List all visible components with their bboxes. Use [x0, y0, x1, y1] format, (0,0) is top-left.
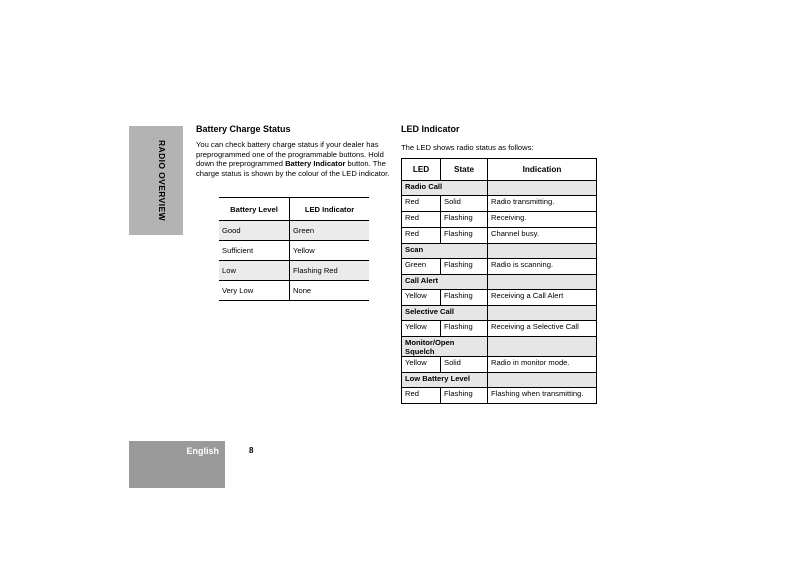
table-row [402, 259, 597, 275]
state-cell: Flashing [441, 259, 488, 275]
battery-table [219, 197, 369, 301]
led-indicator-cell: Green [290, 221, 370, 241]
indication-cell: Channel busy. [488, 228, 597, 244]
battery-description [196, 140, 392, 178]
battery-description-part2: button. The charge status is shown by the colour of the LED indicator. [196, 159, 390, 178]
battery-level-cell: Sufficient [219, 241, 290, 261]
state-cell: Flashing [441, 212, 488, 228]
led-cell: Yellow [402, 321, 441, 337]
led-cell: Red [402, 228, 441, 244]
led-table [401, 158, 597, 404]
group-filler [488, 337, 597, 357]
table-row [402, 321, 597, 337]
side-tab [129, 126, 183, 235]
indication-cell: Radio in monitor mode. [488, 357, 597, 373]
col-led-indicator: LED Indicator [290, 198, 370, 221]
table-row [402, 357, 597, 373]
indication-cell: Radio is scanning. [488, 259, 597, 275]
table-row [402, 212, 597, 228]
group-row-low-battery [402, 373, 597, 388]
table-row [219, 281, 369, 301]
col-indication: Indication [488, 159, 597, 181]
led-indicator-cell: Flashing Red [290, 261, 370, 281]
col-state: State [441, 159, 488, 181]
battery-heading: Battery Charge Status [196, 124, 291, 134]
led-indicator-cell: Yellow [290, 241, 370, 261]
group-label: Call Alert [402, 275, 488, 290]
table-row [402, 196, 597, 212]
group-row-call-alert [402, 275, 597, 290]
table-row [402, 290, 597, 306]
group-filler [488, 181, 597, 196]
led-intro: The LED shows radio status as follows: [401, 143, 534, 152]
led-table-header [402, 159, 597, 181]
led-cell: Red [402, 196, 441, 212]
battery-level-cell: Low [219, 261, 290, 281]
group-label: Selective Call [402, 306, 488, 321]
language-label: English [186, 446, 219, 456]
led-cell: Yellow [402, 357, 441, 373]
col-led: LED [402, 159, 441, 181]
battery-level-cell: Good [219, 221, 290, 241]
indication-cell: Receiving a Call Alert [488, 290, 597, 306]
group-filler [488, 306, 597, 321]
battery-level-cell: Very Low [219, 281, 290, 301]
indication-cell: Flashing when transmitting. [488, 388, 597, 404]
indication-cell: Receiving. [488, 212, 597, 228]
group-row-selective-call [402, 306, 597, 321]
state-cell: Solid [441, 196, 488, 212]
page-number: 8 [249, 446, 254, 455]
state-cell: Flashing [441, 388, 488, 404]
group-row-radio-call [402, 181, 597, 196]
group-row-scan [402, 244, 597, 259]
battery-indicator-term: Battery Indicator [285, 159, 346, 169]
group-filler [488, 373, 597, 388]
table-row [402, 388, 597, 404]
led-heading: LED Indicator [401, 124, 460, 134]
group-filler [488, 275, 597, 290]
group-filler [488, 244, 597, 259]
led-indicator-cell: None [290, 281, 370, 301]
col-battery-level: Battery Level [219, 198, 290, 221]
led-cell: Red [402, 212, 441, 228]
indication-cell: Receiving a Selective Call [488, 321, 597, 337]
table-row [219, 261, 369, 281]
battery-table-header [219, 198, 369, 221]
state-cell: Flashing [441, 290, 488, 306]
state-cell: Solid [441, 357, 488, 373]
group-row-monitor [402, 337, 597, 357]
led-cell: Red [402, 388, 441, 404]
group-label: Scan [402, 244, 488, 259]
table-row [402, 228, 597, 244]
footer-tab [129, 441, 225, 488]
state-cell: Flashing [441, 321, 488, 337]
state-cell: Flashing [441, 228, 488, 244]
group-label: Monitor/Open Squelch [402, 337, 488, 357]
table-row [219, 241, 369, 261]
section-tab-label: RADIO OVERVIEW [157, 140, 167, 222]
table-row [219, 221, 369, 241]
led-cell: Yellow [402, 290, 441, 306]
led-cell: Green [402, 259, 441, 275]
group-label: Low Battery Level [402, 373, 488, 388]
battery-description-part1: You can check battery charge status if your dealer has preprogrammed one of the programmable buttons. Hold down the preprogrammed [196, 140, 384, 169]
group-label: Radio Call [402, 181, 488, 196]
indication-cell: Radio transmitting. [488, 196, 597, 212]
